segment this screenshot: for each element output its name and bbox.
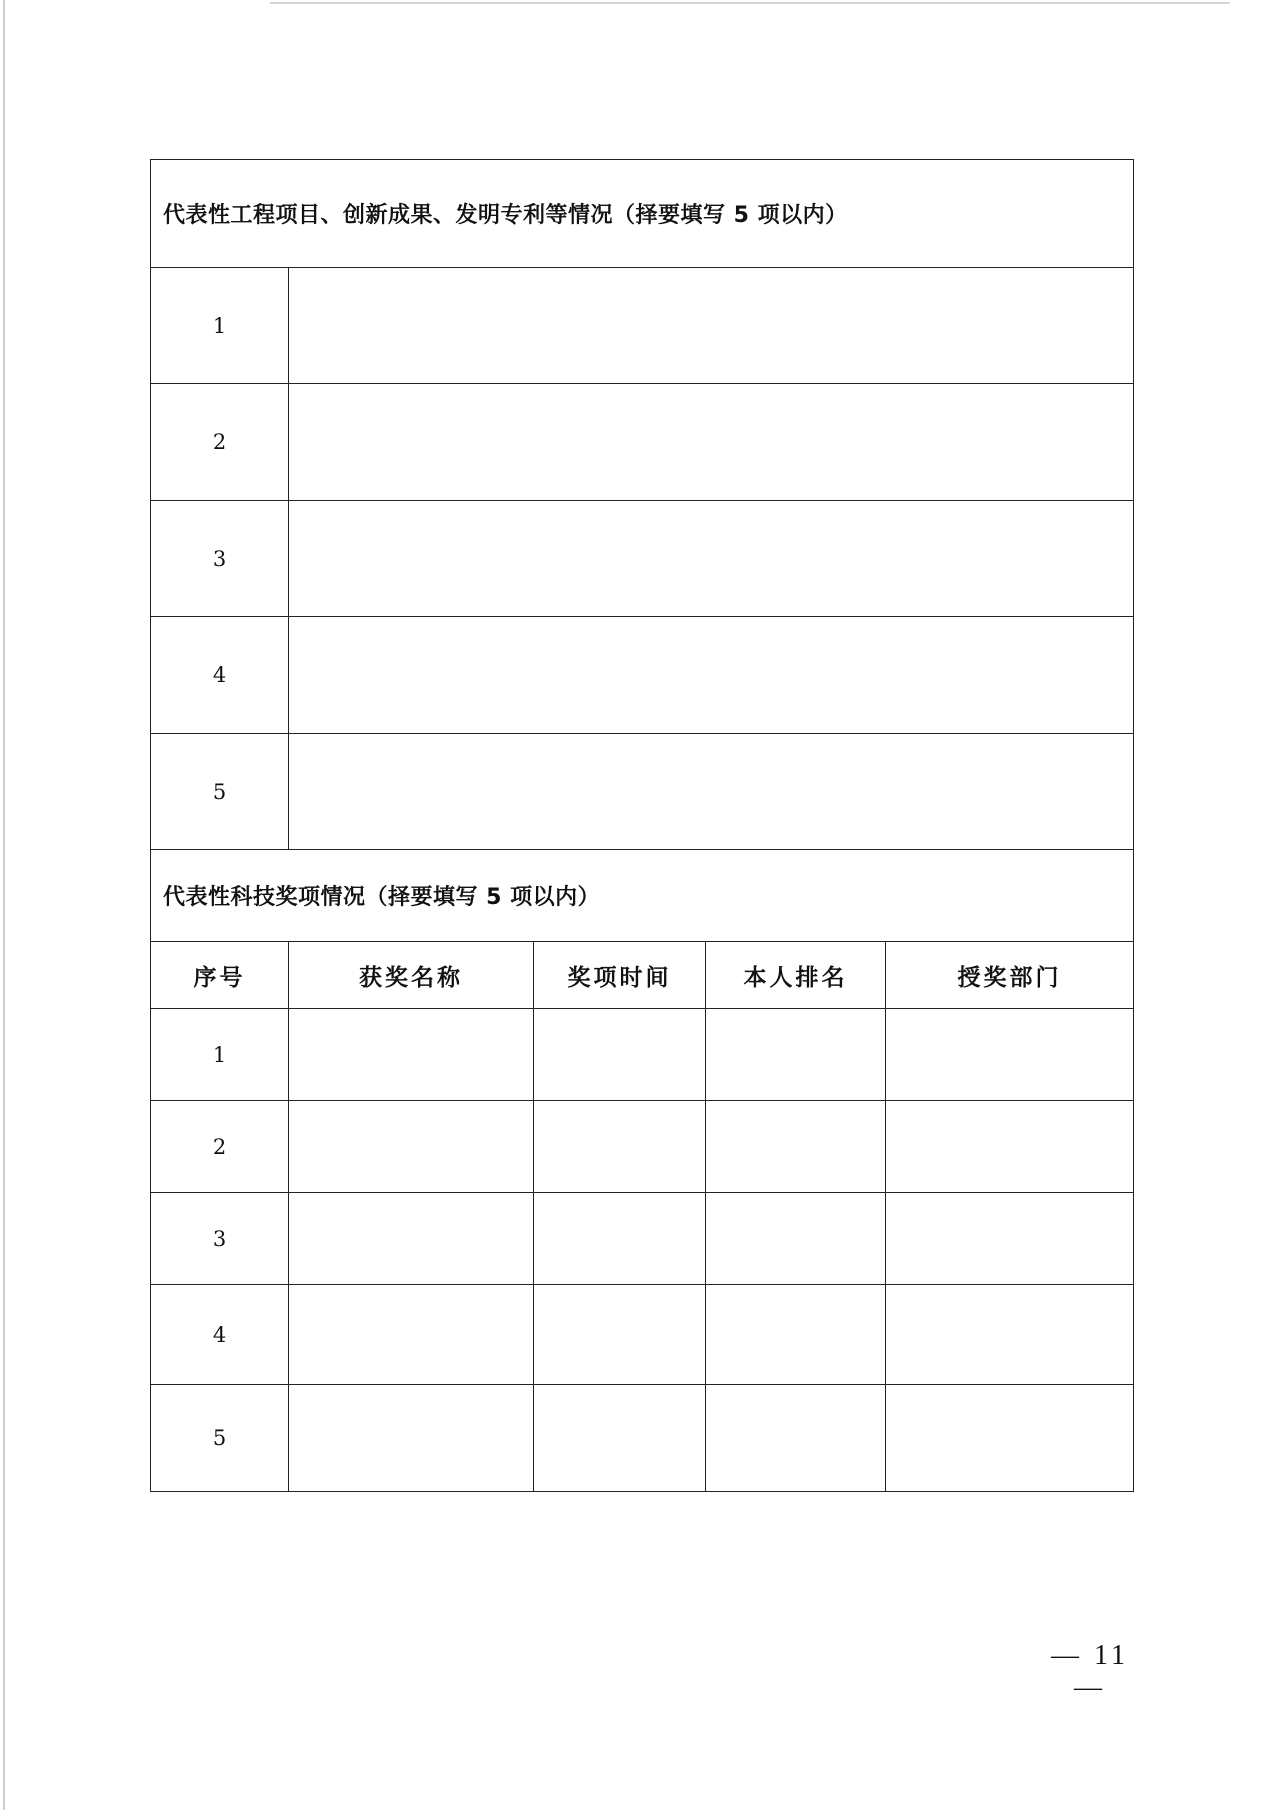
section1-row-number: 2	[151, 384, 289, 501]
section1-title: 代表性工程项目、创新成果、发明专利等情况（择要填写 5 项以内）	[151, 160, 1134, 268]
section1-row-number: 5	[151, 734, 289, 850]
section1-row	[151, 617, 1134, 734]
award-name-cell[interactable]	[289, 1101, 534, 1193]
awarding-department-cell[interactable]	[886, 1285, 1134, 1385]
section1-entry-cell[interactable]	[289, 501, 1134, 617]
section2-row	[151, 1385, 1134, 1492]
award-time-cell[interactable]	[534, 1385, 706, 1492]
section2-row-number: 4	[151, 1285, 289, 1385]
section2-row	[151, 1009, 1134, 1101]
section1-entry-cell[interactable]	[289, 268, 1134, 384]
scan-edge-left	[3, 0, 5, 1810]
section1-row	[151, 268, 1134, 384]
award-time-cell[interactable]	[534, 1009, 706, 1101]
section2-row	[151, 1193, 1134, 1285]
award-name-cell[interactable]	[289, 1009, 534, 1101]
award-time-cell[interactable]	[534, 1101, 706, 1193]
section1-row	[151, 384, 1134, 501]
section1-entry-cell[interactable]	[289, 384, 1134, 501]
column-header-serial: 序号	[151, 942, 289, 1009]
award-name-cell[interactable]	[289, 1193, 534, 1285]
section2-column-header-row	[151, 942, 1134, 1009]
section1-entry-cell[interactable]	[289, 617, 1134, 734]
column-header-awarding-department: 授奖部门	[886, 942, 1134, 1009]
personal-rank-cell[interactable]	[706, 1193, 886, 1285]
column-header-award-name: 获奖名称	[289, 942, 534, 1009]
column-header-personal-rank: 本人排名	[706, 942, 886, 1009]
awarding-department-cell[interactable]	[886, 1385, 1134, 1492]
section1-row	[151, 734, 1134, 850]
personal-rank-cell[interactable]	[706, 1385, 886, 1492]
section2-row	[151, 1285, 1134, 1385]
section1-entry-cell[interactable]	[289, 734, 1134, 850]
section1-row-number: 4	[151, 617, 289, 734]
section2-row-number: 5	[151, 1385, 289, 1492]
award-name-cell[interactable]	[289, 1285, 534, 1385]
awarding-department-cell[interactable]	[886, 1009, 1134, 1101]
section2-header-row	[151, 850, 1134, 942]
section2-title: 代表性科技奖项情况（择要填写 5 项以内）	[151, 850, 1134, 942]
section1-row	[151, 501, 1134, 617]
section2-row	[151, 1101, 1134, 1193]
section1-header-row	[151, 160, 1134, 268]
award-time-cell[interactable]	[534, 1285, 706, 1385]
section1-row-number: 3	[151, 501, 289, 617]
awarding-department-cell[interactable]	[886, 1101, 1134, 1193]
personal-rank-cell[interactable]	[706, 1285, 886, 1385]
column-header-award-time: 奖项时间	[534, 942, 706, 1009]
section2-row-number: 1	[151, 1009, 289, 1101]
section2-row-number: 3	[151, 1193, 289, 1285]
section2-row-number: 2	[151, 1101, 289, 1193]
awarding-department-cell[interactable]	[886, 1193, 1134, 1285]
page-number: — 11 —	[1051, 1640, 1129, 1703]
application-form-table	[150, 159, 1134, 1492]
award-name-cell[interactable]	[289, 1385, 534, 1492]
personal-rank-cell[interactable]	[706, 1101, 886, 1193]
personal-rank-cell[interactable]	[706, 1009, 886, 1101]
scan-edge-top	[270, 2, 1230, 4]
section1-row-number: 1	[151, 268, 289, 384]
award-time-cell[interactable]	[534, 1193, 706, 1285]
